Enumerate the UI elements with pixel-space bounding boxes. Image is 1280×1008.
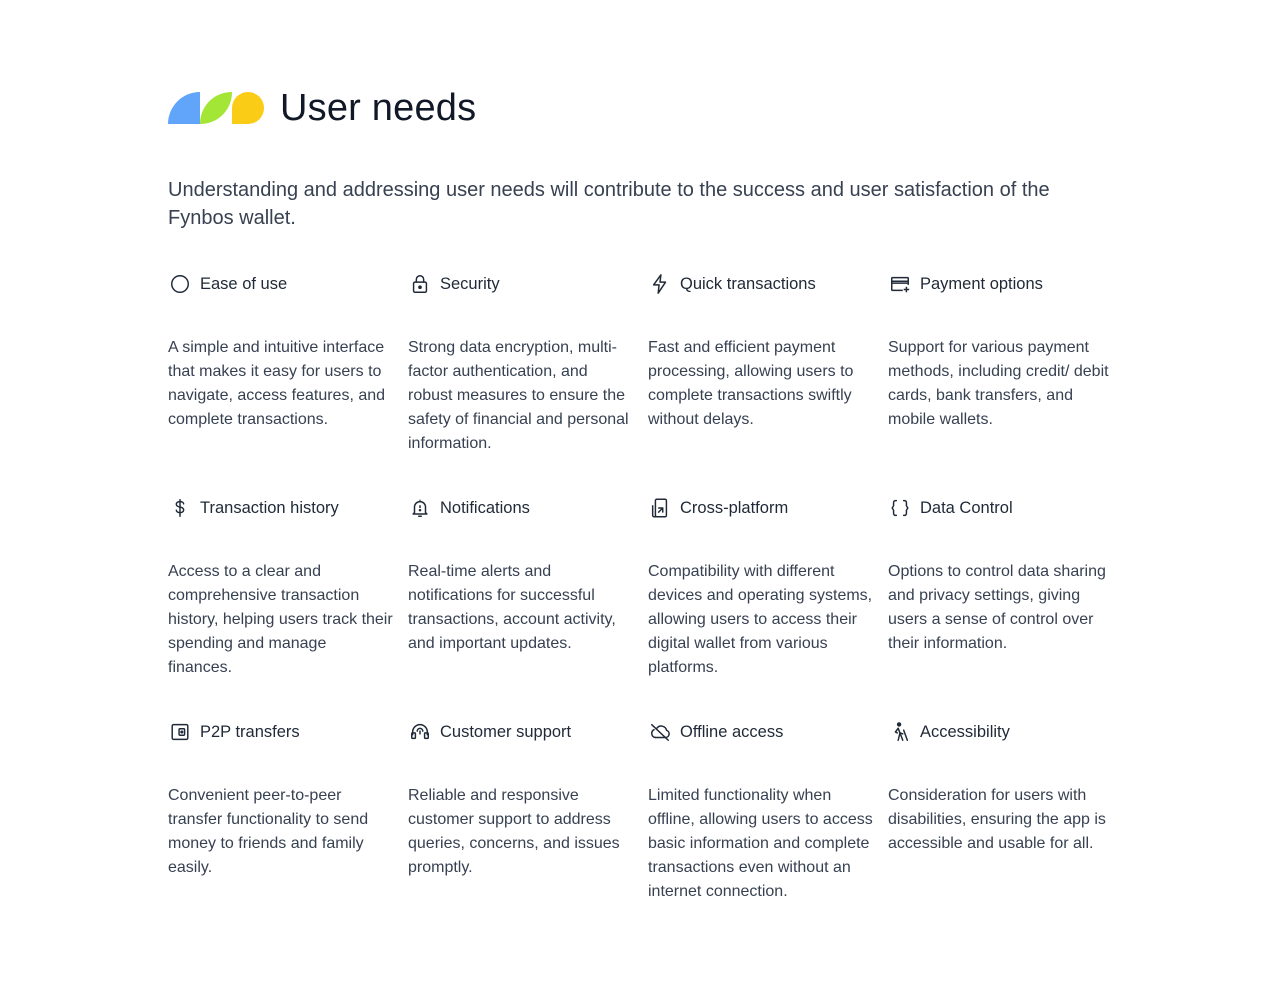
page-title: User needs	[280, 87, 477, 129]
need-card-cross-platform	[648, 494, 888, 718]
card-title: Data Control	[920, 499, 1013, 517]
card-description: Convenient peer-to-peer transfer functionality to send money to friends and family easily.	[168, 787, 369, 876]
need-card-transaction-history	[168, 494, 408, 718]
card-description: Access to a clear and comprehensive transaction history, helping users track their spending and manage finances.	[168, 563, 393, 676]
need-card-security	[408, 270, 648, 494]
card-description: Limited functionality when offline, allowing users to access basic information and complete transactions even without an internet connection.	[648, 787, 873, 900]
need-card-accessibility	[888, 718, 1128, 942]
card-description: Consideration for users with disabilities, ensuring the app is accessible and usable for all.	[888, 787, 1106, 852]
need-card-p2p-transfers	[168, 718, 408, 942]
card-description: Compatibility with different devices and operating systems, allowing users to access their digital wallet from various platforms.	[648, 563, 873, 676]
bell-alert-icon	[408, 496, 432, 520]
intro-text: Understanding and addressing user needs will contribute to the success and user satisfaction of the Fynbos wallet.	[168, 179, 1050, 229]
card-description: Real-time alerts and notifications for successful transactions, account activity, and important updates.	[408, 563, 616, 652]
lock-icon	[408, 272, 432, 296]
dollar-icon	[168, 496, 192, 520]
need-card-data-control	[888, 494, 1128, 718]
headset-icon	[408, 720, 432, 744]
card-description: A simple and intuitive interface that makes it easy for users to navigate, access features, and complete transactions.	[168, 339, 386, 428]
user-needs-grid	[168, 270, 1128, 942]
card-description: Options to control data sharing and privacy settings, giving users a sense of control over their information.	[888, 563, 1106, 652]
braces-icon	[888, 496, 912, 520]
need-card-offline-access	[648, 718, 888, 942]
card-description: Fast and efficient payment processing, allowing users to complete transactions swiftly without delays.	[648, 339, 854, 428]
card-description: Strong data encryption, multi-factor authentication, and robust measures to ensure the safety of financial and personal information.	[408, 339, 629, 452]
card-title: Ease of use	[200, 275, 288, 293]
card-description: Reliable and responsive customer support to address queries, concerns, and issues promptly.	[408, 787, 620, 876]
card-description: Support for various payment methods, including credit/ debit cards, bank transfers, and mobile wallets.	[888, 339, 1109, 428]
fynbos-logo	[168, 88, 264, 128]
need-card-notifications	[408, 494, 648, 718]
circle-icon	[168, 272, 192, 296]
device-icon	[648, 496, 672, 520]
cloud-off-icon	[648, 720, 672, 744]
card-title: Customer support	[440, 723, 572, 741]
lightning-icon	[648, 272, 672, 296]
card-title: Security	[440, 275, 500, 293]
card-title: Quick transactions	[680, 275, 816, 293]
card-title: P2P transfers	[200, 723, 300, 741]
accessibility-icon	[888, 720, 912, 744]
page-header	[168, 88, 476, 128]
card-title: Transaction history	[200, 499, 339, 517]
need-card-quick-transactions	[648, 270, 888, 494]
wallet-icon	[168, 720, 192, 744]
card-title: Cross-platform	[680, 499, 789, 517]
need-card-customer-support	[408, 718, 648, 942]
card-title: Accessibility	[920, 723, 1010, 741]
card-title: Payment options	[920, 275, 1043, 293]
need-card-ease-of-use	[168, 270, 408, 494]
card-title: Notifications	[440, 499, 530, 517]
need-card-payment-options	[888, 270, 1128, 494]
card-add-icon	[888, 272, 912, 296]
card-title: Offline access	[680, 723, 784, 741]
